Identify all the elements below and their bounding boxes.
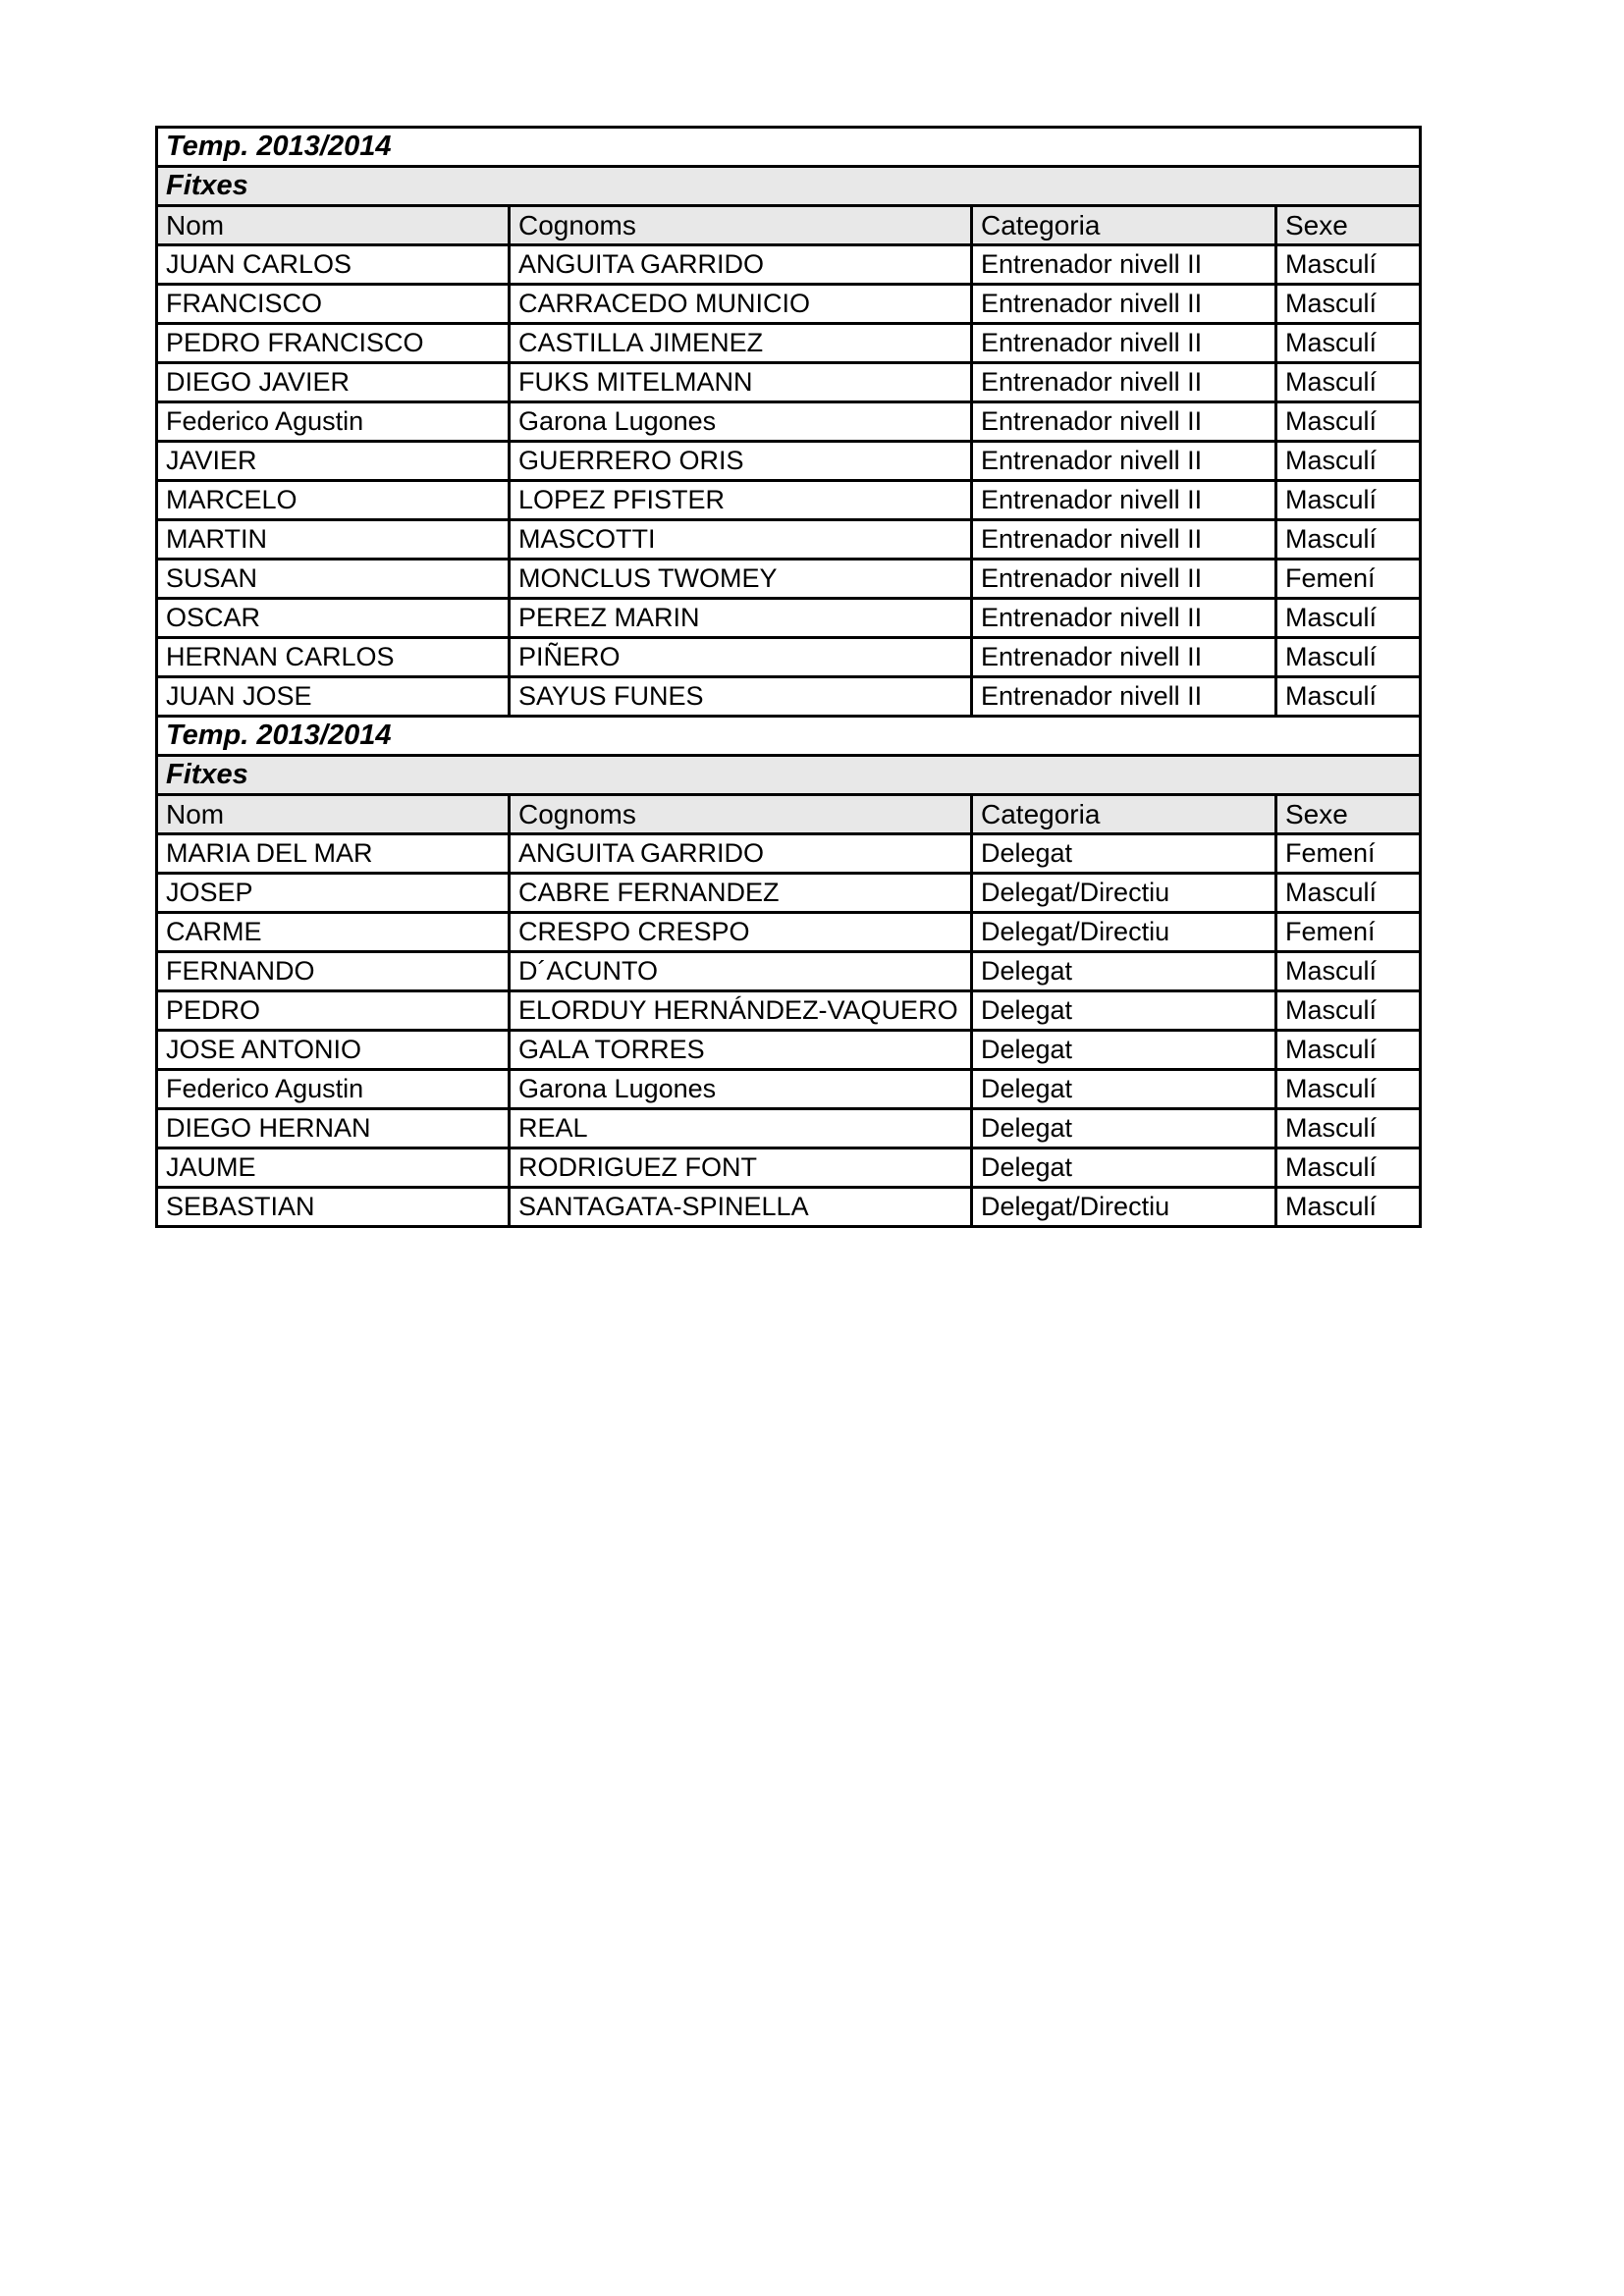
data-cell-categoria: Entrenador nivell II [972, 560, 1276, 599]
table-row [157, 913, 1421, 952]
data-cell-categoria: Entrenador nivell II [972, 442, 1276, 481]
column-header-sexe: Sexe [1276, 795, 1421, 834]
data-cell-cognoms: D´ACUNTO [510, 952, 972, 991]
table-row [157, 1109, 1421, 1148]
table-row [157, 285, 1421, 324]
data-cell-sexe: Masculí [1276, 638, 1421, 677]
data-cell-sexe: Masculí [1276, 520, 1421, 560]
table-row [157, 874, 1421, 913]
table-row [157, 1188, 1421, 1227]
data-cell-sexe: Masculí [1276, 285, 1421, 324]
season-row [157, 128, 1421, 167]
data-cell-cognoms: GALA TORRES [510, 1031, 972, 1070]
data-cell-sexe: Masculí [1276, 677, 1421, 717]
data-cell-nom: FERNANDO [157, 952, 510, 991]
data-cell-nom: MARIA DEL MAR [157, 834, 510, 874]
season-title: Temp. 2013/2014 [157, 717, 1421, 756]
data-cell-cognoms: ANGUITA GARRIDO [510, 834, 972, 874]
data-cell-cognoms: FUKS MITELMANN [510, 363, 972, 402]
data-cell-categoria: Delegat [972, 1070, 1276, 1109]
season-row [157, 717, 1421, 756]
data-cell-cognoms: PIÑERO [510, 638, 972, 677]
table-row [157, 991, 1421, 1031]
column-header-cognoms: Cognoms [510, 206, 972, 245]
column-header-nom: Nom [157, 206, 510, 245]
data-cell-categoria: Delegat/Directiu [972, 1188, 1276, 1227]
data-cell-nom: SUSAN [157, 560, 510, 599]
fitxes-row [157, 756, 1421, 795]
table-row [157, 677, 1421, 717]
table-row [157, 599, 1421, 638]
data-cell-cognoms: Garona Lugones [510, 1070, 972, 1109]
season-title: Temp. 2013/2014 [157, 128, 1421, 167]
data-cell-nom: JAVIER [157, 442, 510, 481]
data-cell-cognoms: LOPEZ PFISTER [510, 481, 972, 520]
data-cell-nom: Federico Agustin [157, 402, 510, 442]
table-row [157, 560, 1421, 599]
data-cell-nom: PEDRO FRANCISCO [157, 324, 510, 363]
column-header-cognoms: Cognoms [510, 795, 972, 834]
data-cell-nom: DIEGO HERNAN [157, 1109, 510, 1148]
data-cell-sexe: Masculí [1276, 1109, 1421, 1148]
data-cell-nom: JAUME [157, 1148, 510, 1188]
table-row [157, 245, 1421, 285]
data-cell-cognoms: ELORDUY HERNÁNDEZ-VAQUERO [510, 991, 972, 1031]
data-cell-cognoms: ANGUITA GARRIDO [510, 245, 972, 285]
data-cell-sexe: Masculí [1276, 1031, 1421, 1070]
data-cell-cognoms: RODRIGUEZ FONT [510, 1148, 972, 1188]
data-cell-cognoms: CABRE FERNANDEZ [510, 874, 972, 913]
data-cell-sexe: Masculí [1276, 442, 1421, 481]
data-cell-cognoms: MONCLUS TWOMEY [510, 560, 972, 599]
column-header-row [157, 206, 1421, 245]
fitxes-label: Fitxes [157, 756, 1421, 795]
data-cell-sexe: Masculí [1276, 363, 1421, 402]
data-cell-categoria: Delegat [972, 1148, 1276, 1188]
data-cell-cognoms: PEREZ MARIN [510, 599, 972, 638]
data-cell-sexe: Masculí [1276, 481, 1421, 520]
data-cell-nom: FRANCISCO [157, 285, 510, 324]
data-cell-sexe: Masculí [1276, 1148, 1421, 1188]
roster-table [155, 126, 1422, 1228]
column-header-categoria: Categoria [972, 795, 1276, 834]
data-cell-categoria: Entrenador nivell II [972, 677, 1276, 717]
data-cell-nom: CARME [157, 913, 510, 952]
data-cell-categoria: Delegat [972, 991, 1276, 1031]
data-cell-cognoms: Garona Lugones [510, 402, 972, 442]
data-cell-categoria: Entrenador nivell II [972, 324, 1276, 363]
data-cell-nom: MARTIN [157, 520, 510, 560]
data-cell-sexe: Masculí [1276, 952, 1421, 991]
column-header-sexe: Sexe [1276, 206, 1421, 245]
table-row [157, 481, 1421, 520]
table-row [157, 402, 1421, 442]
table-row [157, 1070, 1421, 1109]
data-cell-cognoms: CARRACEDO MUNICIO [510, 285, 972, 324]
data-cell-nom: DIEGO JAVIER [157, 363, 510, 402]
table-row [157, 324, 1421, 363]
data-cell-nom: JOSE ANTONIO [157, 1031, 510, 1070]
data-cell-categoria: Entrenador nivell II [972, 402, 1276, 442]
table-row [157, 363, 1421, 402]
data-cell-categoria: Entrenador nivell II [972, 599, 1276, 638]
data-cell-cognoms: SAYUS FUNES [510, 677, 972, 717]
data-cell-sexe: Femení [1276, 560, 1421, 599]
column-header-row [157, 795, 1421, 834]
data-cell-categoria: Delegat [972, 1109, 1276, 1148]
fitxes-label: Fitxes [157, 167, 1421, 206]
data-cell-cognoms: GUERRERO ORIS [510, 442, 972, 481]
data-cell-sexe: Masculí [1276, 991, 1421, 1031]
data-cell-sexe: Masculí [1276, 402, 1421, 442]
data-cell-cognoms: CASTILLA JIMENEZ [510, 324, 972, 363]
table-row [157, 638, 1421, 677]
data-cell-nom: MARCELO [157, 481, 510, 520]
data-cell-nom: SEBASTIAN [157, 1188, 510, 1227]
table-row [157, 442, 1421, 481]
table-row [157, 834, 1421, 874]
data-cell-categoria: Entrenador nivell II [972, 520, 1276, 560]
data-cell-cognoms: REAL [510, 1109, 972, 1148]
data-cell-sexe: Masculí [1276, 874, 1421, 913]
data-cell-categoria: Delegat/Directiu [972, 913, 1276, 952]
data-cell-sexe: Masculí [1276, 1188, 1421, 1227]
data-cell-nom: JUAN CARLOS [157, 245, 510, 285]
data-cell-nom: PEDRO [157, 991, 510, 1031]
data-cell-categoria: Entrenador nivell II [972, 363, 1276, 402]
data-cell-categoria: Delegat [972, 1031, 1276, 1070]
data-cell-sexe: Masculí [1276, 245, 1421, 285]
data-cell-categoria: Delegat [972, 834, 1276, 874]
table-row [157, 1148, 1421, 1188]
data-cell-sexe: Masculí [1276, 324, 1421, 363]
data-cell-nom: JOSEP [157, 874, 510, 913]
column-header-nom: Nom [157, 795, 510, 834]
data-cell-categoria: Entrenador nivell II [972, 245, 1276, 285]
data-cell-cognoms: MASCOTTI [510, 520, 972, 560]
data-cell-categoria: Delegat [972, 952, 1276, 991]
data-cell-categoria: Entrenador nivell II [972, 638, 1276, 677]
table-row [157, 520, 1421, 560]
data-cell-categoria: Entrenador nivell II [972, 481, 1276, 520]
column-header-categoria: Categoria [972, 206, 1276, 245]
data-cell-categoria: Delegat/Directiu [972, 874, 1276, 913]
data-cell-cognoms: SANTAGATA-SPINELLA [510, 1188, 972, 1227]
data-cell-sexe: Femení [1276, 913, 1421, 952]
data-cell-nom: Federico Agustin [157, 1070, 510, 1109]
data-cell-sexe: Femení [1276, 834, 1421, 874]
table-row [157, 952, 1421, 991]
data-cell-sexe: Masculí [1276, 599, 1421, 638]
data-cell-nom: JUAN JOSE [157, 677, 510, 717]
table-row [157, 1031, 1421, 1070]
data-cell-nom: HERNAN CARLOS [157, 638, 510, 677]
data-cell-sexe: Masculí [1276, 1070, 1421, 1109]
data-cell-categoria: Entrenador nivell II [972, 285, 1276, 324]
data-cell-nom: OSCAR [157, 599, 510, 638]
fitxes-row [157, 167, 1421, 206]
data-cell-cognoms: CRESPO CRESPO [510, 913, 972, 952]
